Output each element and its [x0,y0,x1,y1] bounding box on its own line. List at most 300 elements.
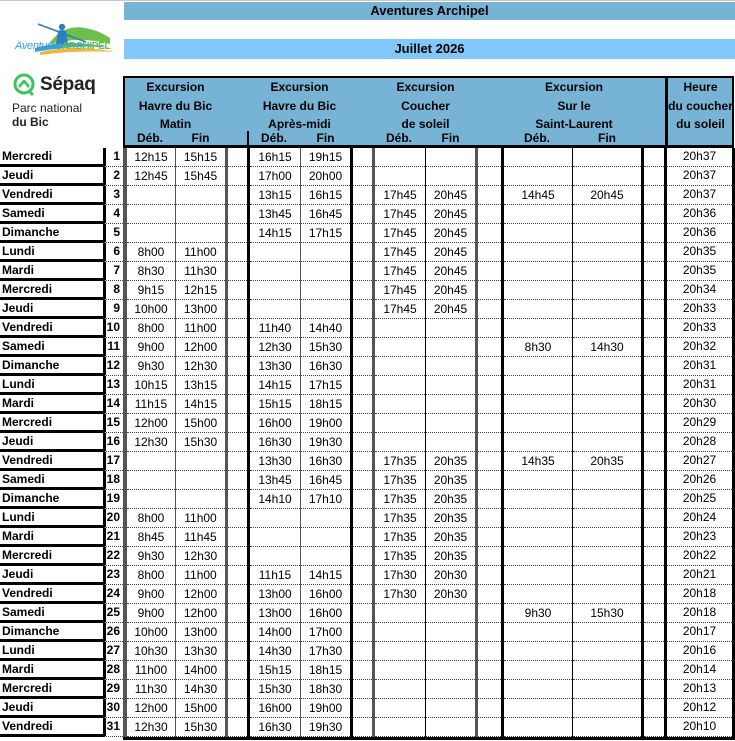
day-name: Jeudi [0,167,103,186]
cell-d-fin [573,623,641,642]
spacer-cell [228,433,247,452]
column-border [175,148,176,739]
cell-sunset: 20h25 [667,490,732,509]
day-name: Mardi [0,395,103,414]
spacer-cell [228,300,247,319]
cell-c-fin [426,338,475,357]
cell-b-fin: 19h00 [301,699,350,718]
cell-b-deb [250,547,300,566]
spacer-cell [644,224,664,243]
day-number: 21 [103,528,123,547]
table-row [0,338,735,357]
cell-b-fin: 14h40 [301,319,350,338]
day-number: 2 [103,167,123,186]
subheader-fin: Fin [598,131,616,145]
spacer-cell [228,205,247,224]
spacer-cell [228,547,247,566]
cell-a-fin: 14h30 [176,680,225,699]
cell-b-deb: 14h15 [250,224,300,243]
cell-sunset: 20h31 [667,376,732,395]
day-number: 13 [103,376,123,395]
cell-a-fin [176,186,225,205]
spacer-cell [478,452,501,471]
cell-c-fin: 20h35 [426,490,475,509]
cell-c-deb [375,718,425,737]
cell-a-deb [127,205,175,224]
spacer-cell [228,148,247,167]
cell-b-deb: 13h45 [250,471,300,490]
cell-b-fin [301,262,350,281]
day-name: Mardi [0,262,103,281]
subheader-fin: Fin [191,131,210,145]
cell-sunset: 20h18 [667,604,732,623]
spacer-cell [353,566,372,585]
cell-b-deb: 13h00 [250,604,300,623]
cell-sunset: 20h33 [667,300,732,319]
day-name: Jeudi [0,433,103,452]
cell-sunset: 20h12 [667,699,732,718]
spacer-cell [644,300,664,319]
cell-b-deb: 16h30 [250,718,300,737]
cell-b-fin [301,243,350,262]
spacer-cell [228,452,247,471]
day-number: 11 [103,338,123,357]
spacer-cell [228,338,247,357]
cell-b-fin: 17h15 [301,376,350,395]
header-line: Sur le [557,98,591,113]
day-name: Samedi [0,338,103,357]
spacer-cell [353,433,372,452]
day-number: 18 [103,471,123,490]
spacer-cell [644,509,664,528]
column-border [225,148,228,739]
cell-c-fin: 20h30 [426,566,475,585]
day-number: 9 [103,300,123,319]
cell-a-deb: 8h00 [127,243,175,262]
cell-c-deb: 17h30 [375,585,425,604]
spacer-cell [228,585,247,604]
cell-d-fin [573,585,641,604]
header-line: Coucher [401,98,450,113]
cell-a-fin: 14h00 [176,661,225,680]
day-number: 16 [103,433,123,452]
day-name: Dimanche [0,623,103,642]
cell-d-deb [504,243,572,262]
column-border [247,148,250,739]
cell-c-fin: 20h35 [426,528,475,547]
day-number: 30 [103,699,123,718]
cell-d-deb [504,566,572,585]
cell-c-fin: 20h35 [426,547,475,566]
spacer-cell [228,376,247,395]
header-line: du coucher [668,98,733,113]
cell-d-deb [504,414,572,433]
cell-c-fin: 20h35 [426,509,475,528]
cell-a-fin [176,205,225,224]
spacer-cell [644,433,664,452]
cell-c-deb: 17h45 [375,224,425,243]
cell-c-fin [426,414,475,433]
day-number: 10 [103,319,123,338]
day-name: Vendredi [0,718,103,737]
cell-c-deb: 17h45 [375,262,425,281]
spacer-cell [353,718,372,737]
cell-d-deb [504,281,572,300]
header-line: Heure [683,80,718,94]
aventures-archipel-wordmark [15,40,110,52]
cell-d-fin [573,148,641,167]
table-row [0,300,735,319]
cell-c-deb [375,604,425,623]
day-name: Jeudi [0,566,103,585]
cell-d-deb [504,319,572,338]
day-number: 20 [103,509,123,528]
cell-b-deb: 11h40 [250,319,300,338]
cell-d-deb [504,661,572,680]
cell-a-fin [176,452,225,471]
table-row [0,528,735,547]
cell-d-fin [573,509,641,528]
cell-a-deb: 11h00 [127,661,175,680]
cell-b-deb [250,509,300,528]
spacer-cell [228,528,247,547]
cell-sunset: 20h22 [667,547,732,566]
cell-d-fin: 20h45 [573,186,641,205]
spacer-cell [478,281,501,300]
cell-b-fin: 15h30 [301,338,350,357]
cell-d-deb [504,642,572,661]
spacer-cell [478,300,501,319]
spacer-cell [353,490,372,509]
table-row [0,661,735,680]
table-row [0,604,735,623]
spacer-cell [353,642,372,661]
spacer-cell [644,319,664,338]
cell-c-deb: 17h35 [375,452,425,471]
cell-a-fin: 15h00 [176,699,225,718]
cell-d-fin [573,357,641,376]
spacer-cell [228,509,247,528]
kayaker-icon [10,14,120,60]
spacer-cell [353,205,372,224]
cell-b-fin [301,281,350,300]
cell-c-fin: 20h45 [426,205,475,224]
cell-a-deb: 9h15 [127,281,175,300]
cell-b-deb: 11h15 [250,566,300,585]
table-row [0,281,735,300]
cell-a-deb [127,224,175,243]
column-border [501,148,504,739]
header-line: Saint-Laurent [535,117,613,131]
cell-b-deb: 14h00 [250,623,300,642]
cell-sunset: 20h34 [667,281,732,300]
spacer-cell [478,471,501,490]
cell-d-fin [573,528,641,547]
spacer-cell [478,642,501,661]
table-row [0,205,735,224]
cell-d-deb [504,680,572,699]
cell-sunset: 20h36 [667,224,732,243]
spacer-cell [478,661,501,680]
cell-a-fin: 13h00 [176,623,225,642]
day-number: 29 [103,680,123,699]
cell-c-fin: 20h45 [426,243,475,262]
cell-a-deb: 9h30 [127,547,175,566]
table-row [0,243,735,262]
cell-a-deb: 8h45 [127,528,175,547]
cell-b-fin: 17h30 [301,642,350,661]
table-row [0,186,735,205]
spacer-cell [478,623,501,642]
cell-c-fin [426,604,475,623]
spacer-cell [644,376,664,395]
spacer-cell [228,699,247,718]
cell-a-deb: 9h00 [127,338,175,357]
spacer-cell [353,224,372,243]
column-border [572,148,573,739]
day-name: Dimanche [0,357,103,376]
column-border [350,148,353,739]
cell-sunset: 20h26 [667,471,732,490]
cell-a-fin: 12h00 [176,604,225,623]
cell-a-fin: 11h00 [176,566,225,585]
spacer-cell [644,490,664,509]
cell-sunset: 20h27 [667,452,732,471]
subheader-fin: Fin [316,131,335,145]
spacer-cell [478,585,501,604]
cell-b-deb: 12h30 [250,338,300,357]
spacer-cell [228,490,247,509]
cell-b-fin: 19h00 [301,414,350,433]
cell-a-deb: 10h15 [127,376,175,395]
day-number: 12 [103,357,123,376]
table-row [0,718,735,737]
spacer-cell [228,167,247,186]
spacer-cell [353,452,372,471]
cell-a-deb: 8h00 [127,566,175,585]
day-name: Samedi [0,471,103,490]
day-name: Dimanche [0,490,103,509]
cell-sunset: 20h32 [667,338,732,357]
cell-d-fin [573,642,641,661]
day-name: Mardi [0,661,103,680]
spacer-cell [353,585,372,604]
sheet-top-gridline [0,0,735,1]
du-bic-text: du Bic [12,115,49,129]
cell-d-fin [573,490,641,509]
table-bottom-border [123,737,735,740]
spacer-cell [228,566,247,585]
cell-c-deb [375,680,425,699]
cell-sunset: 20h33 [667,319,732,338]
cell-d-fin [573,376,641,395]
cell-b-deb: 15h15 [250,395,300,414]
cell-sunset: 20h36 [667,205,732,224]
cell-c-deb [375,148,425,167]
spacer-cell [228,281,247,300]
cell-c-deb [375,319,425,338]
spacer-cell [644,699,664,718]
column-border [475,148,478,739]
day-number: 8 [103,281,123,300]
cell-b-fin: 20h00 [301,167,350,186]
cell-d-fin: 20h35 [573,452,641,471]
column-border [372,148,375,739]
spacer-cell [353,186,372,205]
spacer-cell [478,547,501,566]
spacer-cell [353,148,372,167]
cell-c-fin [426,680,475,699]
cell-d-fin [573,319,641,338]
day-number: 1 [103,148,123,167]
cell-d-deb: 14h35 [504,452,572,471]
cell-a-fin: 15h15 [176,148,225,167]
cell-a-deb: 8h30 [127,262,175,281]
cell-b-fin [301,300,350,319]
cell-b-fin: 19h30 [301,433,350,452]
spacer-cell [353,300,372,319]
spacer-cell [644,148,664,167]
day-name: Samedi [0,205,103,224]
spacer-cell [478,699,501,718]
day-name: Dimanche [0,224,103,243]
day-name: Mercredi [0,414,103,433]
spacer-cell [644,528,664,547]
cell-sunset: 20h16 [667,642,732,661]
cell-b-deb: 16h30 [250,433,300,452]
subheader-deb: Déb. [523,131,550,145]
cell-sunset: 20h13 [667,680,732,699]
table-row [0,471,735,490]
cell-a-deb: 10h30 [127,642,175,661]
spacer-cell [478,357,501,376]
table-row [0,376,735,395]
cell-a-fin: 15h00 [176,414,225,433]
spacer-cell [644,452,664,471]
cell-c-deb: 17h35 [375,547,425,566]
subheader-deb: Déb. [260,131,287,145]
cell-c-deb [375,167,425,186]
cell-sunset: 20h23 [667,528,732,547]
spacer-cell [353,604,372,623]
cell-b-fin: 16h45 [301,205,350,224]
cell-a-fin: 12h00 [176,585,225,604]
spacer-cell [228,471,247,490]
cell-d-fin [573,243,641,262]
day-number: 31 [103,718,123,737]
cell-c-deb: 17h35 [375,509,425,528]
cell-c-deb: 17h45 [375,300,425,319]
spacer-cell [644,642,664,661]
spacer-cell [644,623,664,642]
cell-c-deb: 17h45 [375,281,425,300]
table-row [0,319,735,338]
day-name: Jeudi [0,300,103,319]
day-name: Jeudi [0,699,103,718]
spacer-cell [353,623,372,642]
cell-d-fin [573,205,641,224]
table-row [0,167,735,186]
cell-c-deb: 17h35 [375,490,425,509]
cell-sunset: 20h28 [667,433,732,452]
cell-b-deb: 16h15 [250,148,300,167]
cell-c-fin [426,433,475,452]
day-number: 28 [103,661,123,680]
cell-sunset: 20h14 [667,661,732,680]
header-line: Matin [159,117,192,131]
spacer-cell [353,509,372,528]
header-line: Excursion [396,80,455,94]
header-line: Excursion [146,80,205,94]
header-divider [665,76,668,148]
spacer-cell [644,262,664,281]
cell-d-fin [573,167,641,186]
spacer-cell [478,186,501,205]
cell-c-fin [426,395,475,414]
cell-d-deb [504,395,572,414]
cell-a-fin: 15h30 [176,433,225,452]
cell-d-deb: 9h30 [504,604,572,623]
sepaq-location-icon [12,73,36,97]
header-line: de soleil [401,117,450,131]
cell-b-fin: 16h15 [301,186,350,205]
cell-c-deb [375,376,425,395]
spacer-cell [353,357,372,376]
cell-c-fin: 20h45 [426,186,475,205]
spacer-cell [228,243,247,262]
spacer-cell [228,642,247,661]
cell-a-deb [127,186,175,205]
day-number: 7 [103,262,123,281]
cell-c-deb [375,661,425,680]
spacer-cell [644,566,664,585]
cell-b-deb [250,300,300,319]
spacer-cell [478,319,501,338]
table-row [0,357,735,376]
subheader-deb: Déb. [385,131,412,145]
spacer-cell [478,680,501,699]
cell-d-fin [573,433,641,452]
table-row [0,547,735,566]
cell-b-deb [250,262,300,281]
spacer-cell [644,186,664,205]
table-row [0,699,735,718]
spacer-cell [353,547,372,566]
cell-d-deb: 14h45 [504,186,572,205]
table-row [0,148,735,167]
cell-c-fin: 20h35 [426,452,475,471]
cell-c-deb: 17h45 [375,186,425,205]
cell-b-fin: 16h30 [301,357,350,376]
cell-a-fin: 15h30 [176,718,225,737]
cell-a-deb: 9h00 [127,604,175,623]
cell-b-fin [301,547,350,566]
spacer-cell [478,414,501,433]
spacer-cell [644,167,664,186]
cell-d-deb [504,224,572,243]
cell-c-deb [375,699,425,718]
day-number: 4 [103,205,123,224]
table-row [0,490,735,509]
spacer-cell [644,243,664,262]
cell-sunset: 20h30 [667,395,732,414]
spacer-cell [478,395,501,414]
table-row [0,585,735,604]
cell-d-deb [504,167,572,186]
cell-b-deb: 13h15 [250,186,300,205]
cell-sunset: 20h24 [667,509,732,528]
table-row [0,642,735,661]
